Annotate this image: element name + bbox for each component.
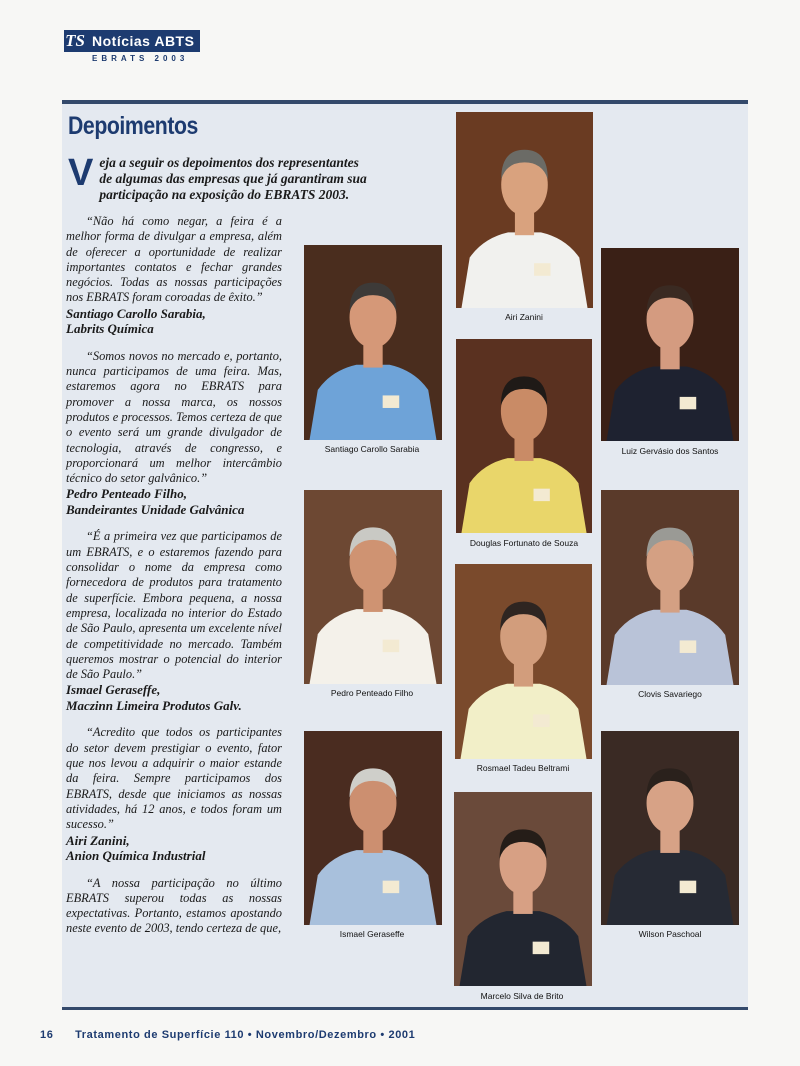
- publication-info: Tratamento de Superfície 110 • Novembro/Dezembro • 2001: [75, 1029, 416, 1041]
- intro-text: eja a seguir os depoimentos dos representantes de algumas das empresas que já garantiram sua participação na exposição do EBRATS 2003.: [99, 155, 367, 202]
- portrait-photo: [455, 564, 592, 759]
- testimonial: [66, 214, 282, 337]
- portrait-photo: [456, 339, 592, 533]
- article-title: Depoimentos: [68, 112, 198, 140]
- person-neck: [660, 831, 679, 853]
- portrait-photo: [454, 792, 592, 986]
- testimonial: [66, 876, 282, 937]
- photo-caption: Santiago Carollo Sarabia: [324, 444, 420, 454]
- photo-caption: Luiz Gervásio dos Santos: [621, 446, 719, 456]
- drop-cap: V: [68, 152, 94, 194]
- testimonial-company: Bandeirantes Unidade Galvânica: [66, 501, 245, 517]
- person-neck: [660, 347, 679, 369]
- portrait-photo: [601, 248, 739, 441]
- page-footer: [40, 1029, 415, 1041]
- name-badge: [534, 489, 550, 501]
- name-badge: [383, 640, 400, 652]
- name-badge: [680, 640, 697, 653]
- testimonials-column: [66, 214, 282, 949]
- testimonial: [66, 725, 282, 863]
- section-subtitle: EBRATS 2003: [92, 54, 189, 63]
- page-number: 16: [40, 1029, 54, 1041]
- name-badge: [534, 263, 550, 276]
- testimonial-author: Ismael Geraseffe,: [66, 682, 161, 698]
- testimonial-author: Santiago Carollo Sarabia,: [66, 305, 206, 321]
- testimonial-text: “Somos novos no mercado e, portanto, nunca participamos de uma feira. Mas, estaremos agora no EBRATS para promover a nossa marca, os nossos produtos e processos. Temos certeza de que o evento será um grande divulgador de tecnologia, através de congresso, e proporcionará um melhor intercâmbio técnico do setor galvânico.”: [66, 348, 282, 486]
- photo-caption: Douglas Fortunato de Souza: [469, 538, 579, 548]
- portrait-photo: [601, 490, 739, 685]
- portrait-photo: [456, 112, 593, 308]
- person-neck: [363, 590, 382, 612]
- name-badge: [533, 942, 550, 954]
- person-neck: [514, 439, 533, 461]
- portrait-photo: [304, 490, 442, 684]
- name-badge: [680, 881, 697, 893]
- photo-caption: Marcelo Silva de Brito: [480, 991, 564, 1001]
- testimonial-company: Maczinn Limeira Produtos Galv.: [66, 697, 242, 713]
- testimonial-author: Pedro Penteado Filho,: [66, 486, 187, 502]
- person-neck: [513, 892, 532, 914]
- name-badge: [533, 714, 549, 727]
- photo-caption: Airi Zanini: [505, 312, 543, 322]
- bottom-divider: [62, 1007, 748, 1010]
- person-neck: [660, 590, 679, 612]
- person-neck: [515, 213, 534, 235]
- testimonial-text: “Acredito que todos os participantes do setor devem prestigiar o evento, fator que nos levou a adquirir o maior estande da feira. Sempre participamos dos EBRATS, desde que iniciamos as nossas atividades, há 12 anos, e todos foram um sucesso.”: [66, 725, 282, 832]
- ts-logo-mark: TS: [65, 31, 85, 50]
- photo-caption: Wilson Paschoal: [638, 929, 702, 939]
- testimonial: [66, 529, 282, 713]
- name-badge: [680, 397, 697, 409]
- testimonial-text: “É a primeira vez que participamos de um EBRATS, e o estaremos fazendo para consolidar o nome da empresa como fornecedora de produtos para tratamento de superfície. Embora pequena, a nossa empresa, localizada no interior do Estado de São Paulo, apresenta um excelente nível de competitividade no mercado. Também queremos mostrar o potencial do interior de São Paulo.”: [66, 529, 282, 682]
- testimonial-text: “A nossa participação no último EBRATS superou todas as nossas expectativas. Portanto, estamos apostando neste evento de 2003, tendo certeza de que,: [66, 875, 282, 936]
- photo-caption: Ismael Geraseffe: [339, 929, 405, 939]
- name-badge: [383, 881, 400, 893]
- testimonial-author: Airi Zanini,: [66, 832, 130, 848]
- testimonial-company: Labrits Química: [66, 321, 154, 337]
- article-intro: [68, 152, 368, 203]
- section-brand: Notícias ABTS: [86, 30, 200, 52]
- person-neck: [514, 664, 533, 686]
- person-neck: [363, 345, 382, 367]
- testimonial-company: Anion Química Industrial: [66, 848, 206, 863]
- photo-caption: Pedro Penteado Filho: [330, 688, 414, 698]
- portrait-photo: [601, 731, 739, 925]
- testimonial: [66, 349, 282, 518]
- header-logo: [64, 30, 200, 52]
- testimonial-text: “Não há como negar, a feira é a melhor forma de divulgar a empresa, além de oferecer a oportunidade de realizar importantes contatos e fechar grandes negócios. Todas as nossas participações nos EBRATS foram coroadas de êxito.”: [66, 214, 282, 305]
- photo-caption: Rosmael Tadeu Beltrami: [476, 763, 570, 773]
- photo-caption: Clovis Savariego: [638, 689, 702, 699]
- name-badge: [383, 395, 400, 408]
- portrait-photo: [304, 245, 442, 440]
- portrait-photo: [304, 731, 442, 925]
- person-neck: [363, 831, 382, 853]
